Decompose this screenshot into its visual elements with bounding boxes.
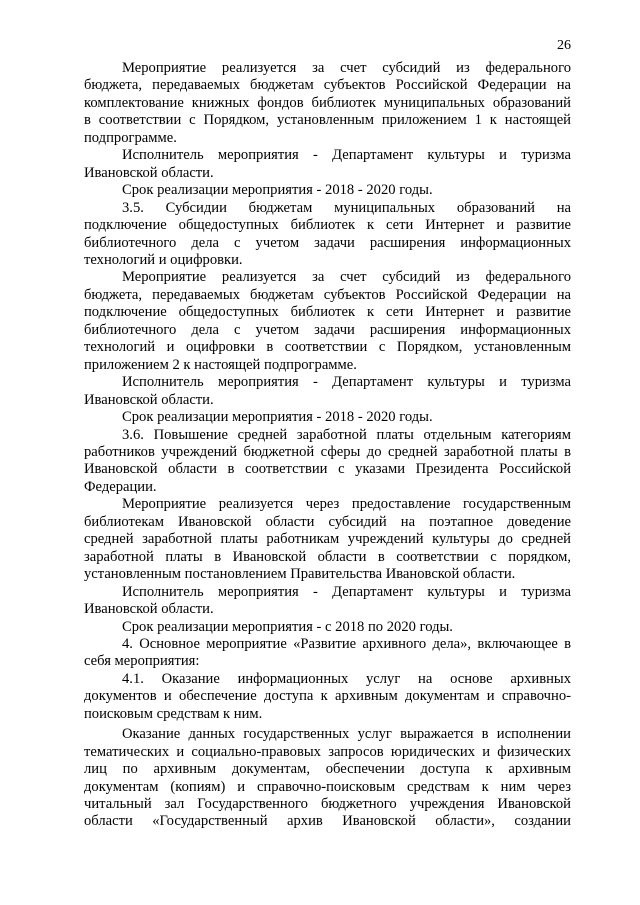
paragraph — [84, 269, 571, 374]
paragraph — [84, 636, 571, 671]
paragraph — [84, 374, 571, 409]
paragraph — [84, 496, 571, 583]
paragraph — [84, 409, 571, 426]
text-line: бюджета, передаваемых бюджетам субъектов Российской Федерации на — [84, 77, 571, 94]
text-line: Ивановской области. — [84, 601, 214, 618]
text-line: Ивановской области. — [84, 164, 214, 181]
page-number: 26 — [557, 38, 571, 53]
text-line: комплектование книжных фондов библиотек муниципальных образований — [84, 94, 571, 111]
paragraph — [84, 671, 571, 723]
text-line: лиц по архивным документам, обеспечении доступа к архивным — [84, 761, 571, 778]
text-line: приложением 2 к настоящей подпрограмме. — [84, 356, 357, 373]
text-line: тематических и социально-правовых запросов юридических и физических — [84, 743, 571, 760]
text-line: средней заработной платы работникам учреждений культуры до средней — [84, 531, 571, 548]
text-line: технологий и оцифровки. — [84, 251, 243, 268]
text-line: Оказание данных государственных услуг выражается в исполнении — [122, 726, 571, 743]
text-line: документов и обеспечение доступа к архивным документам и справочно- — [84, 688, 571, 705]
document-body — [84, 60, 571, 831]
text-line: Срок реализации мероприятия - с 2018 по 2020 годы. — [122, 618, 453, 635]
text-line: установленным постановлением Правительства Ивановской области. — [84, 566, 516, 583]
text-line: библиотекам Ивановской области субсидий на поэтапное доведение — [84, 513, 571, 530]
text-line: Мероприятие реализуется за счет субсидий из федерального — [122, 60, 571, 76]
text-line: в соответствии с Порядком, установленным приложением 1 к настоящей — [84, 112, 571, 129]
paragraph — [84, 726, 571, 831]
text-line: Федерации. — [84, 478, 157, 495]
text-line: работников учреждений бюджетной сферы до средней заработной платы в — [84, 443, 571, 460]
paragraph — [84, 584, 571, 619]
paragraph — [84, 200, 571, 270]
text-line: Срок реализации мероприятия - 2018 - 2020 годы. — [122, 182, 433, 199]
paragraph — [84, 427, 571, 497]
text-line: читальный зал Государственного бюджетного учреждения Ивановской — [84, 796, 571, 813]
text-line: документам (копиям) и справочно-поисковым средствам к ним через — [84, 778, 571, 795]
paragraph — [84, 147, 571, 182]
text-line: Исполнитель мероприятия - Департамент культуры и туризма — [122, 583, 571, 600]
text-line: бюджета, передаваемых бюджетам субъектов Российской Федерации на — [84, 286, 571, 303]
text-line: подпрограмме. — [84, 129, 177, 146]
text-line: Срок реализации мероприятия - 2018 - 2020 годы. — [122, 409, 433, 426]
text-line: подключение общедоступных библиотек к сети Интернет и развитие — [84, 304, 571, 321]
text-line: Мероприятие реализуется через предоставление государственным — [122, 496, 571, 513]
paragraph — [84, 182, 571, 199]
text-line: Мероприятие реализуется за счет субсидий из федерального — [122, 269, 571, 286]
text-line: 4.1. Оказание информационных услуг на основе архивных — [122, 670, 571, 687]
text-line: Ивановской области в соответствии с указами Президента Российской — [84, 461, 571, 478]
paragraph — [84, 619, 571, 636]
text-line: заработной платы в Ивановской области в соответствии с порядком, — [84, 548, 571, 565]
text-line: себя мероприятия: — [84, 653, 200, 670]
paragraph — [84, 60, 571, 147]
text-line: подключение общедоступных библиотек к сети Интернет и развитие — [84, 217, 571, 234]
text-line: 4. Основное мероприятие «Развитие архивного дела», включающее в — [122, 635, 571, 652]
text-line: библиотечного дела с учетом задачи расширения информационных — [84, 234, 571, 251]
text-line: 3.6. Повышение средней заработной платы отдельным категориям — [122, 426, 571, 443]
text-line: Исполнитель мероприятия - Департамент культуры и туризма — [122, 374, 571, 391]
text-line: технологий и оцифровки в соответствии с Порядком, установленным — [84, 339, 571, 356]
text-line: поисковым средствам к ним. — [84, 705, 263, 722]
text-line: области «Государственный архив Ивановской области», создании — [84, 813, 571, 830]
text-line: Ивановской области. — [84, 391, 214, 408]
text-line: Исполнитель мероприятия - Департамент культуры и туризма — [122, 147, 571, 164]
text-line: 3.5. Субсидии бюджетам муниципальных образований на — [122, 199, 571, 216]
text-line: библиотечного дела с учетом задачи расширения информационных — [84, 321, 571, 338]
